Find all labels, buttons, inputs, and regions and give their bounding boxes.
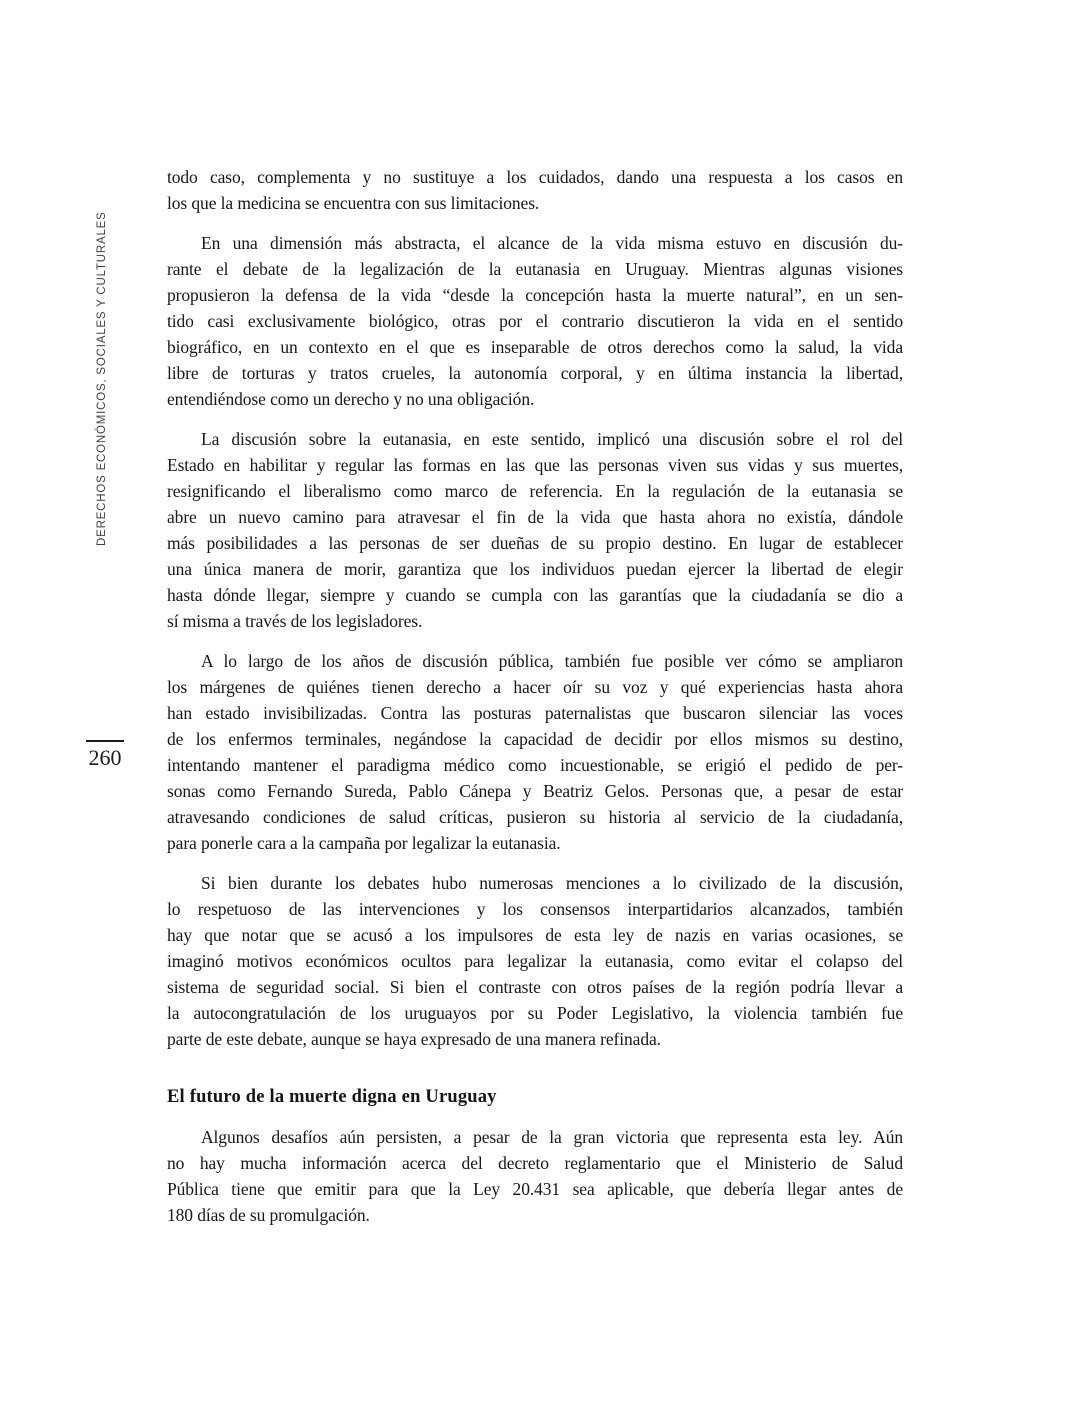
text-line: Pública tiene que emitir para que la Ley 20.431 sea aplicable, que debería llegar antes de [167, 1179, 903, 1199]
text-line: la autocongratulación de los uruguayos por su Poder Legislativo, la violencia también fue [167, 1003, 903, 1023]
text-line: todo caso, complementa y no sustituye a los cuidados, dando una respuesta a los casos en [167, 167, 903, 187]
text-line: Algunos desafíos aún persisten, a pesar de la gran victoria que representa esta ley. Aún [201, 1127, 903, 1147]
page-number: 260 [88, 745, 122, 770]
paragraph [167, 648, 903, 856]
text-line: Estado en habilitar y regular las formas en las que las personas viven sus vidas y sus muertes, [167, 455, 903, 475]
paragraph [167, 426, 903, 634]
text-line: tido casi exclusivamente biológico, otras por el contrario discutieron la vida en el sentido [167, 311, 903, 331]
folio-rule [86, 740, 124, 742]
text-line: una única manera de morir, garantiza que los individuos puedan ejercer la libertad de elegir [167, 559, 903, 579]
text-line: 180 días de su promulgación. [167, 1205, 370, 1225]
text-line: no hay mucha información acerca del decreto reglamentario que el Ministerio de Salud [167, 1153, 903, 1173]
paragraph [167, 230, 903, 412]
paragraph [167, 164, 903, 216]
text-line: hasta dónde llegar, siempre y cuando se cumpla con las garantías que la ciudadanía se dio a [167, 585, 903, 605]
text-line: para ponerle cara a la campaña por legalizar la eutanasia. [167, 833, 561, 853]
text-line: han estado invisibilizadas. Contra las posturas paternalistas que buscaron silenciar las voces [167, 703, 903, 723]
paragraph [167, 1124, 903, 1228]
text-line: sonas como Fernando Sureda, Pablo Cánepa y Beatriz Gelos. Personas que, a pesar de estar [167, 781, 903, 801]
text-line: resignificando el liberalismo como marco de referencia. En la regulación de la eutanasia se [167, 481, 903, 501]
text-line: imaginó motivos económicos ocultos para legalizar la eutanasia, como evitar el colapso del [167, 951, 903, 971]
paragraph [167, 870, 903, 1052]
text-line: los que la medicina se encuentra con sus limitaciones. [167, 193, 540, 213]
text-line: Si bien durante los debates hubo numerosas menciones a lo civilizado de la discusión, [201, 873, 903, 893]
text-line: biográfico, en un contexto en el que es inseparable de otros derechos como la salud, la vida [167, 337, 903, 357]
text-line: libre de torturas y tratos crueles, la autonomía corporal, y en última instancia la libertad, [167, 363, 903, 383]
section-heading: El futuro de la muerte digna en Uruguay [167, 1087, 497, 1107]
text-line: atravesando condiciones de salud críticas, pusieron su historia al servicio de la ciudadanía, [167, 807, 903, 827]
text-line: En una dimensión más abstracta, el alcance de la vida misma estuvo en discusión du- [201, 233, 903, 253]
text-line: rante el debate de la legalización de la eutanasia en Uruguay. Mientras algunas visiones [167, 259, 903, 279]
text-line: sí misma a través de los legisladores. [167, 611, 423, 631]
text-line: La discusión sobre la eutanasia, en este sentido, implicó una discusión sobre el rol del [201, 429, 903, 449]
text-line: hay que notar que se acusó a los impulsores de esta ley de nazis en varias ocasiones, se [167, 925, 903, 945]
text-line: lo respetuoso de las intervenciones y los consensos interpartidarios alcanzados, también [167, 899, 903, 919]
chapter-running-header: DERECHOS ECONÓMICOS, SOCIALES Y CULTURALES [96, 211, 108, 546]
text-line: propusieron la defensa de la vida “desde la concepción hasta la muerte natural”, en un sen- [167, 285, 903, 305]
text-line: de los enfermos terminales, negándose la capacidad de decidir por ellos mismos su destino, [167, 729, 903, 749]
text-line: los márgenes de quiénes tienen derecho a hacer oír su voz y qué experiencias hasta ahora [167, 677, 903, 697]
text-line: parte de este debate, aunque se haya expresado de una manera refinada. [167, 1029, 661, 1049]
text-line: abre un nuevo camino para atravesar el fin de la vida que hasta ahora no existía, dándole [167, 507, 903, 527]
text-line: A lo largo de los años de discusión pública, también fue posible ver cómo se ampliaron [201, 651, 903, 671]
text-line: entendiéndose como un derecho y no una obligación. [167, 389, 535, 409]
text-line: intentando mantener el paradigma médico como incuestionable, se erigió el pedido de per- [167, 755, 903, 775]
folio [86, 740, 124, 771]
text-line: más posibilidades a las personas de ser dueñas de su propio destino. En lugar de establecer [167, 533, 903, 553]
text-column [167, 164, 903, 1228]
text-line: sistema de seguridad social. Si bien el contraste con otros países de la región podría llevar a [167, 977, 903, 997]
